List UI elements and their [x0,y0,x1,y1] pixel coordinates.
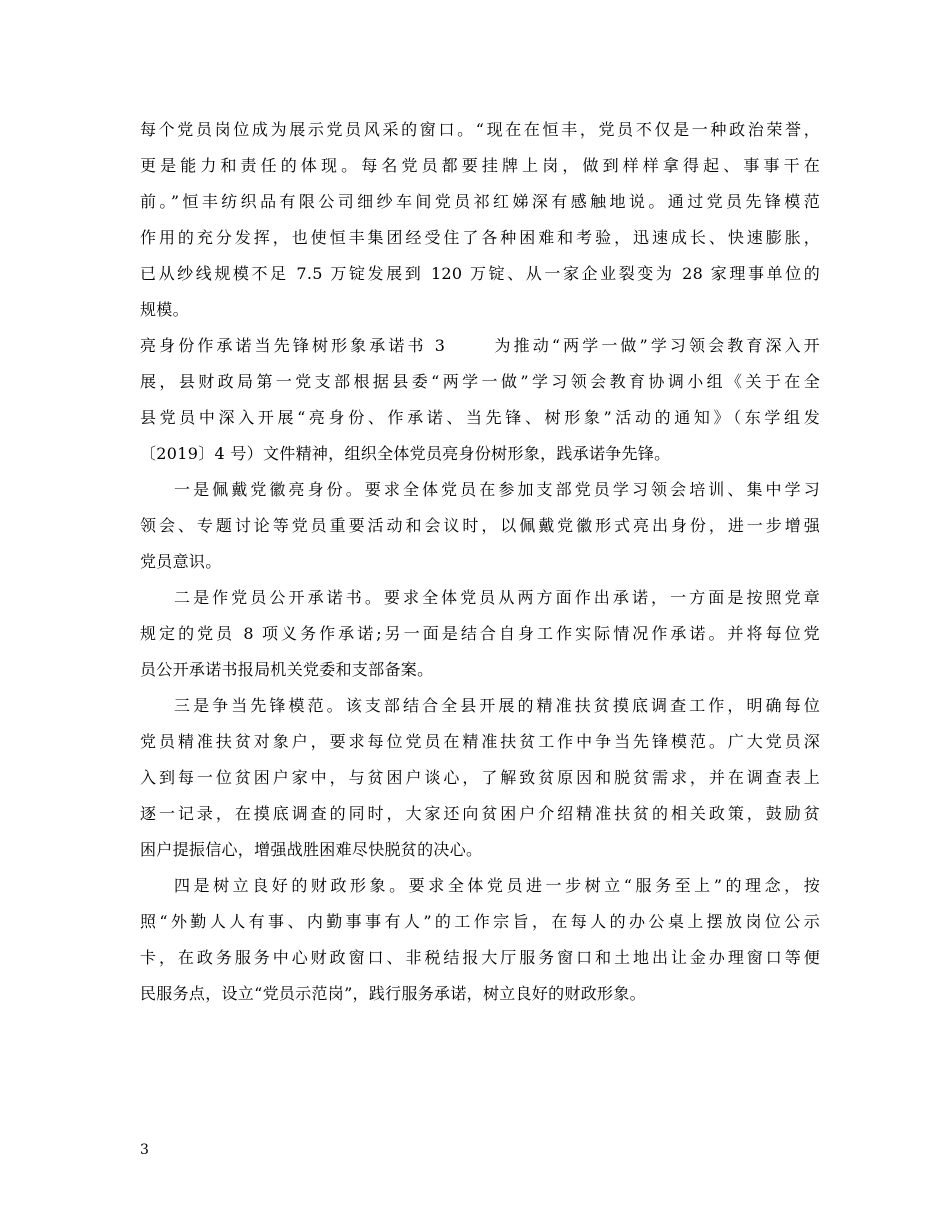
text-line: 前。”恒丰纺织品有限公司细纱车间党员祁红娣深有感触地说。通过党员先锋模范 [140,192,820,211]
text-line: 更是能力和责任的体现。每名党员都要挂牌上岗，做到样样拿得起、事事干在 [140,156,820,175]
paragraph-5 [140,688,820,868]
text-line: 规模。 [140,300,189,319]
text-line: 三是争当先锋模范。该支部结合全县开展的精准扶贫摸底调查工作，明确每位 [174,696,820,715]
text-line: 卡，在政务服务中心财政窗口、非税结报大厅服务窗口和土地出让金办理窗口等便 [140,948,820,967]
text-line: 展，县财政局第一党支部根据县委“两学一做”学习领会教育协调小组《关于在全 [140,372,820,391]
text-line: 二是作党员公开承诺书。要求全体党员从两方面作出承诺，一方面是按照党章 [174,588,820,607]
paragraph-1 [140,112,820,328]
text-line: 四是树立良好的财政形象。要求全体党员进一步树立“服务至上”的理念，按 [174,876,820,895]
text-line: 县党员中深入开展“亮身份、作承诺、当先锋、树形象”活动的通知》（东学组发 [140,408,820,427]
paragraph-6 [140,868,820,1012]
text-line: 民服务点，设立“党员示范岗”，践行服务承诺，树立良好的财政形象。 [140,984,646,1003]
text-line: 每个党员岗位成为展示党员风采的窗口。“现在在恒丰，党员不仅是一种政治荣誉， [140,120,820,139]
text-line: 已从纱线规模不足 7.5 万锭发展到 120 万锭、从一家企业裂变为 28 家理事单位的 [140,264,820,283]
text-line: 领会、专题讨论等党员重要活动和会议时，以佩戴党徽形式亮出身份，进一步增强 [140,516,820,535]
text-line: 亮身份作承诺当先锋树形象承诺书 3 为推动“两学一做”学习领会教育深入开 [140,336,820,355]
text-line: 照“外勤人人有事、内勤事事有人”的工作宗旨，在每人的办公桌上摆放岗位公示 [140,912,820,931]
text-line: 作用的充分发挥，也使恒丰集团经受住了各种困难和考验，迅速成长、快速膨胀， [140,228,820,247]
paragraph-2 [140,328,820,472]
text-line: 困户提振信心，增强战胜困难尽快脱贫的决心。 [140,840,483,859]
document-body [140,112,820,1012]
paragraph-4 [140,580,820,688]
text-line: 规定的党员 8 项义务作承诺;另一面是结合自身工作实际情况作承诺。并将每位党 [140,624,820,643]
text-line: 员公开承诺书报局机关党委和支部备案。 [140,660,434,679]
text-line: 党员精准扶贫对象户，要求每位党员在精准扶贫工作中争当先锋模范。广大党员深 [140,732,820,751]
page-number: 3 [140,1142,149,1158]
text-line: 入到每一位贫困户家中，与贫困户谈心，了解致贫原因和脱贫需求，并在调查表上 [140,768,820,787]
text-line: 一是佩戴党徽亮身份。要求全体党员在参加支部党员学习领会培训、集中学习 [174,480,820,499]
text-line: 〔2019〕4 号）文件精神，组织全体党员亮身份树形象，践承诺争先锋。 [140,444,671,463]
text-line: 党员意识。 [140,552,222,571]
text-line: 逐一记录，在摸底调查的同时，大家还向贫困户介绍精准扶贫的相关政策，鼓励贫 [140,804,820,823]
paragraph-3 [140,472,820,580]
